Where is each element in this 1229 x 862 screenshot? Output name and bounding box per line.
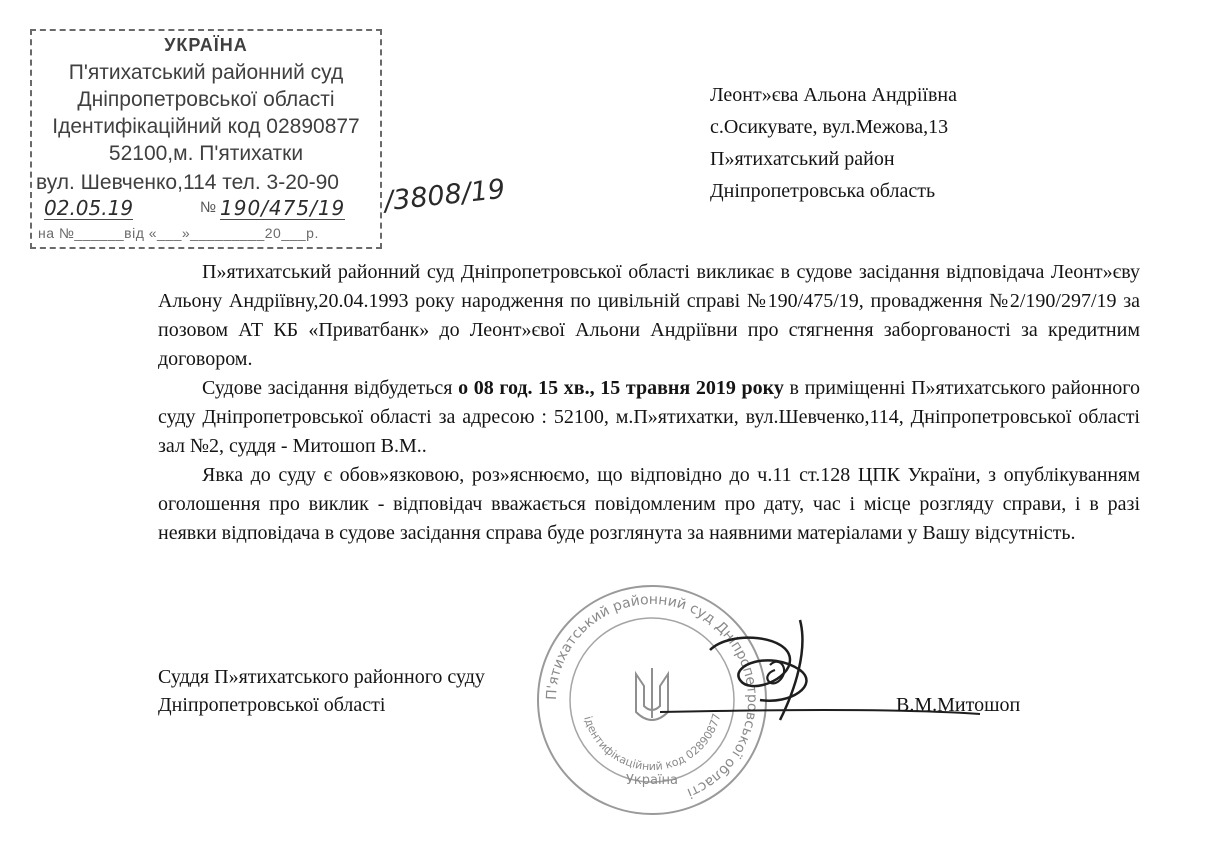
- trident-icon: [636, 668, 668, 720]
- summons-body: [158, 258, 1140, 548]
- hearing-intro: Судове засідання відбудеться: [202, 377, 459, 399]
- addressee-block: [710, 79, 957, 207]
- addressee-name: Леонт»єва Альона Андріївна: [710, 84, 957, 106]
- judge-title-line2: Дніпропетровської області: [158, 694, 386, 716]
- stamp-court: П'ятихатський районний суд: [68, 61, 344, 84]
- judge-name: В.М.Митошоп: [896, 694, 1021, 716]
- addressee-address: с.Осикувате, вул.Межова,13: [710, 116, 949, 138]
- judge-title: [158, 663, 485, 719]
- hearing-datetime: о 08 год. 15 хв., 15 травня 2019 року: [458, 377, 784, 399]
- stamp-date: 02.05.19: [44, 196, 134, 220]
- addressee-region: Дніпропетровська область: [710, 180, 936, 202]
- seal-ring-text: П'ятихатський районний суд Дніпропетровської області: [543, 591, 761, 801]
- seal-country: Україна: [625, 773, 679, 788]
- paragraph-hearing: [158, 374, 1140, 461]
- stamp-street-phone: вул. Шевченко,114 тел. 3-20-90: [36, 171, 339, 194]
- stamp-id-code: Ідентифікаційний код 02890877: [52, 115, 360, 138]
- handwritten-outgoing-number: /3808/19: [382, 173, 507, 218]
- judge-title-line1: Суддя П»ятихатського районного суду: [158, 666, 485, 688]
- stamp-country: УКРАЇНА: [164, 35, 248, 55]
- stamp-number: 190/475/19: [220, 196, 346, 220]
- handwritten-signature: [640, 610, 1000, 750]
- stamp-postal-city: 52100,м. П'ятихатки: [108, 142, 304, 165]
- court-seal: [532, 580, 772, 820]
- paragraph-attendance: Явка до суду є обов»язковою, роз»яснюємо, що відповідно до ч.11 ст.128 ЦПК України, з опублікуванням оголошення про виклик - відповідач вважається повідомленим про дату, час і місце розгляду справи, і в разі неявки відповідача в судове засідання справа буде розглянута за наявними матеріалами у Вашу відсутність.: [158, 464, 1140, 544]
- paragraph-summons: П»ятихатський районний суд Дніпропетровської області викликає в судове засідання відповідача Леонт»єву Альону Андріївну,20.04.1993 року народження по цивільній справі №190/475/19, провадження №2/190/297/19 за позовом АТ КБ «Приватбанк» до Леонт»євої Альони Андріївни про стягнення заборгованості за кредитним договором.: [158, 261, 1140, 370]
- stamp-number-sign: №: [200, 199, 217, 216]
- hearing-location: в приміщенні П»ятихатського районного суду Дніпропетровської області за адресою : 52100, м.П»ятихатки, вул.Шевченко,114, Дніпропетровської області зал №2, суддя - Митошоп В.М..: [158, 377, 1141, 457]
- stamp-reply-line: на №______від «___»_________20___р.: [38, 225, 319, 241]
- addressee-district: П»ятихатський район: [710, 148, 895, 170]
- stamp-registration-line: [40, 197, 380, 219]
- seal-id-text: ідентифікаційний код 02890877: [581, 711, 724, 774]
- registration-stamp: [30, 29, 382, 249]
- stamp-region: Дніпропетровської області: [77, 88, 335, 111]
